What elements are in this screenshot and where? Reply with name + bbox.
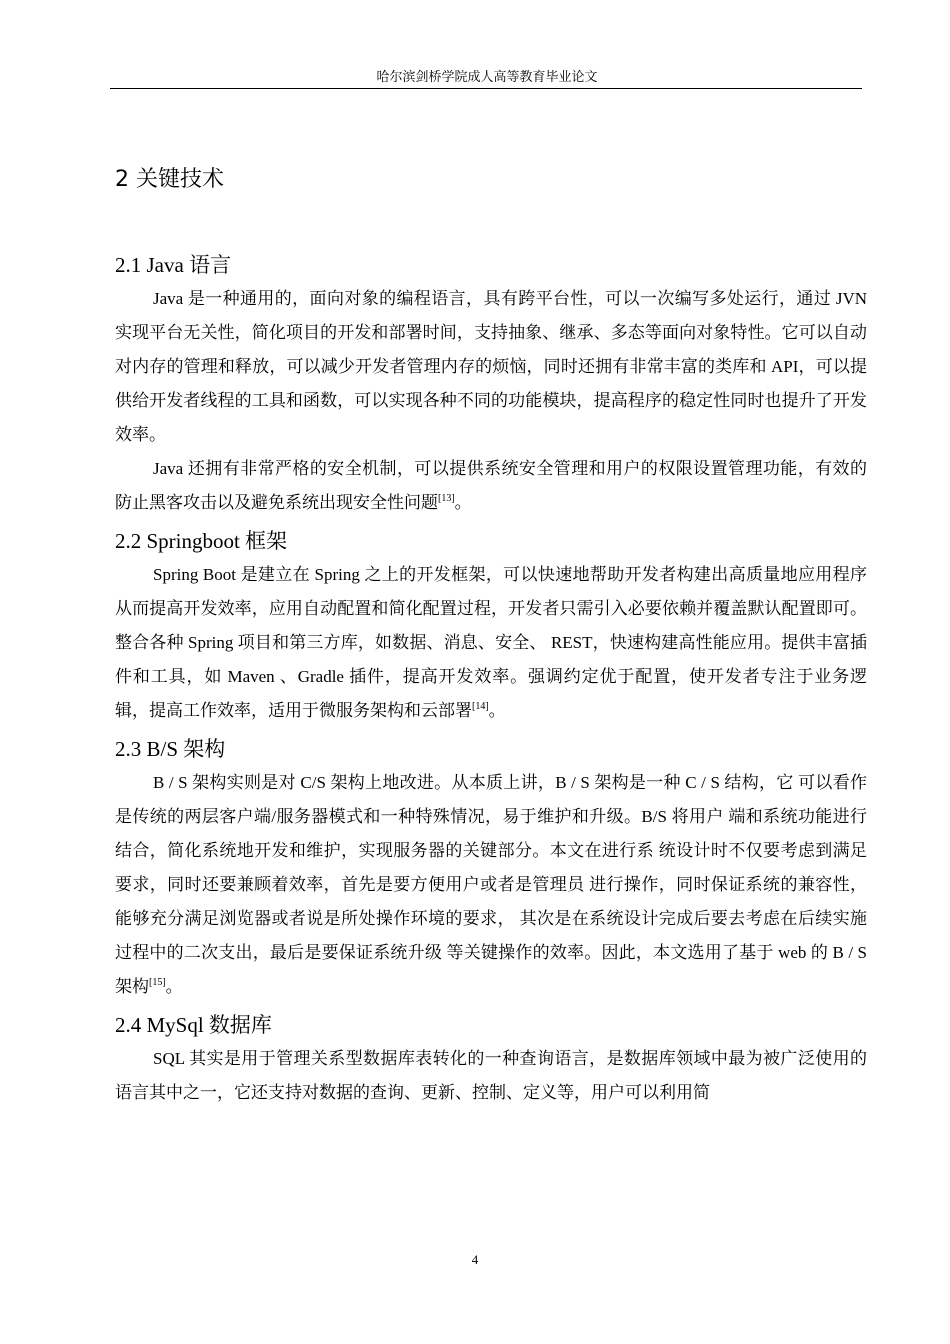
paragraph-java-1: Java 是一种通用的，面向对象的编程语言，具有跨平台性，可以一次编写多处运行，通过 JVN 实现平台无关性，简化项目的开发和部署时间，支持抽象、继承、多态等面向对象特性。它可以自动对内存的管理和释放，可以减少开发者管理内存的烦恼，同时还拥有非常丰富的类库和 API，可以提供给开发者线程的工具和函数，可以实现各种不同的功能模块，提高程序的稳定性同时也提升了开发效率。 bbox=[115, 289, 867, 444]
paragraph-java-2: Java 还拥有非常严格的安全机制，可以提供系统安全管理和用户的权限设置管理功能，有效的防止黑客攻击以及避免系统出现安全性问题[13]。 bbox=[115, 459, 867, 512]
page-body bbox=[115, 160, 867, 1110]
chapter-heading: 2 关键技术 bbox=[115, 167, 224, 192]
paragraph-springboot: Spring Boot 是建立在 Spring 之上的开发框架，可以快速地帮助开发者构建出高质量地应用程序从而提高开发效率，应用自动配置和简化配置过程，开发者只需引入必要依赖并覆盖默认配置即可。整合各种 Spring 项目和第三方库，如数据、消息、安全、 REST，快速构建高性能应用。提供丰富插件和工具，如 Maven 、Gradle 插件，提高开发效率。强调约定优于配置，使开发者专注于业务逻辑，提高工作效率，适用于微服务架构和云部署[14]。 bbox=[115, 565, 867, 720]
section-heading-2-2: 2.2 Springboot 框架 bbox=[115, 529, 288, 553]
citation-14: [14] bbox=[472, 701, 489, 712]
paragraph-mysql: SQL 其实是用于管理关系型数据库表转化的一种查询语言，是数据库领域中最为被广泛使用的语言其中之一，它还支持对数据的查询、更新、控制、定义等，用户可以利用简 bbox=[115, 1049, 867, 1102]
citation-13: [13] bbox=[438, 493, 455, 504]
section-heading-2-3: 2.3 B/S 架构 bbox=[115, 737, 226, 761]
paragraph-bs-architecture: B / S 架构实则是对 C/S 架构上地改进。从本质上讲，B / S 架构是一种 C / S 结构，它 可以看作是传统的两层客户端/服务器模式和一种特殊情况，易于维护和升级。B/S 将用户 端和系统功能进行结合，简化系统地开发和维护，实现服务器的关键部分。本文在进行系 统设计时不仅要考虑到满足要求，同时还要兼顾着效率，首先是要方便用户或者是管理员 进行操作，同时保证系统的兼容性，能够充分满足浏览器或者说是所处操作环境的要求， 其次是在系统设计完成后要去考虑在后续实施过程中的二次支出，最后是要保证系统升级 等关键操作的效率。因此，本文选用了基于 web 的 B / S 架构[15]。 bbox=[115, 773, 867, 996]
header-rule bbox=[110, 88, 862, 89]
citation-15: [15] bbox=[149, 977, 166, 988]
section-heading-2-1: 2.1 Java 语言 bbox=[115, 253, 232, 277]
running-header: 哈尔滨剑桥学院成人高等教育毕业论文 bbox=[376, 69, 598, 84]
page-number: 4 bbox=[471, 1252, 479, 1267]
section-heading-2-4: 2.4 MySql 数据库 bbox=[115, 1013, 272, 1037]
